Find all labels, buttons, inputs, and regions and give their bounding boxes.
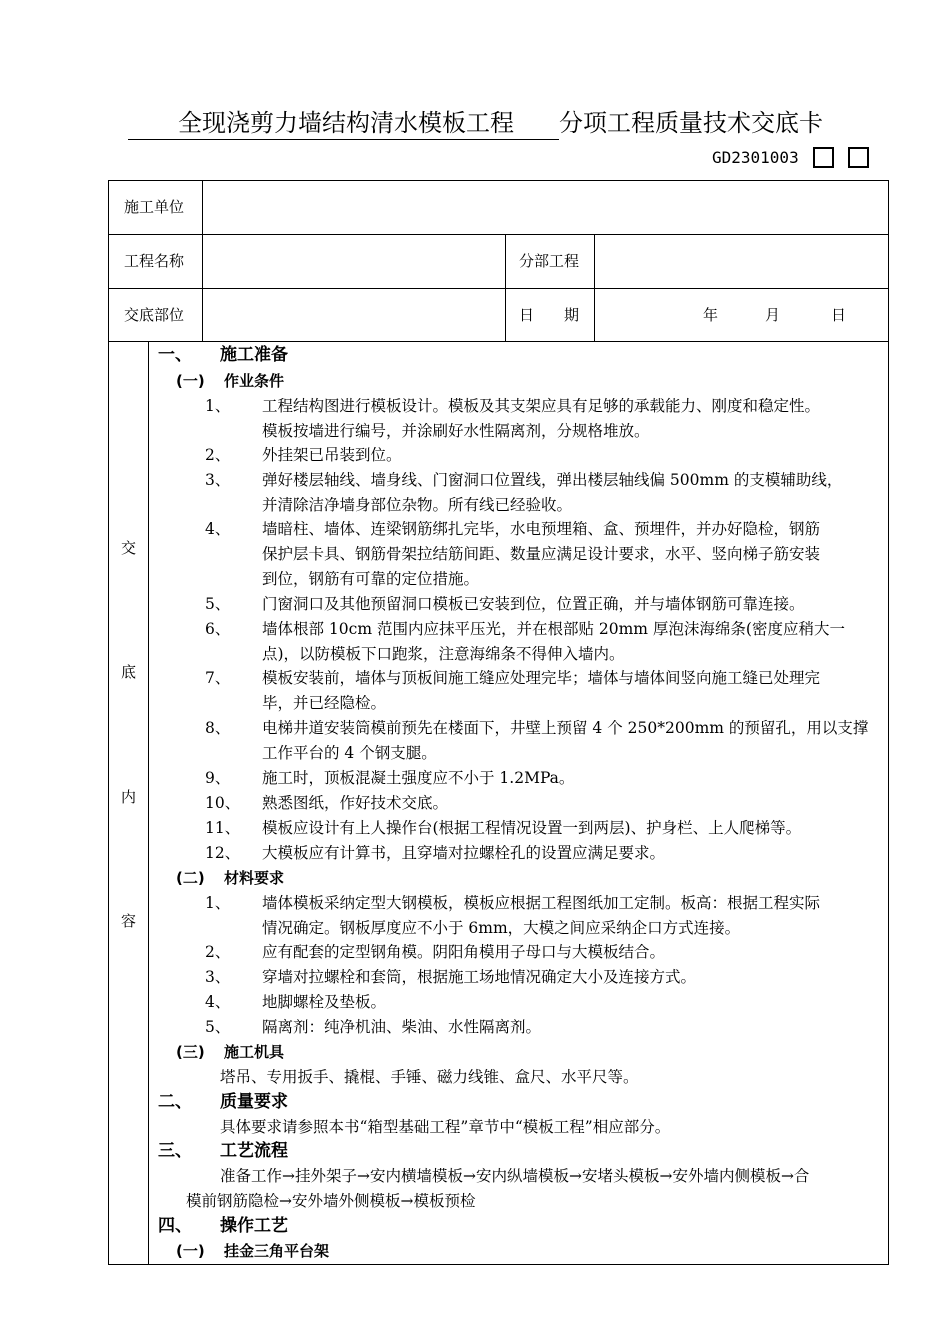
section-2-title: 质量要求 [220, 1092, 288, 1112]
section-4a-title: 挂金三角平台架 [224, 1242, 330, 1260]
section-3-num: 三、 [158, 1141, 192, 1161]
item-num: 11、 [205, 819, 241, 837]
title-underlined [128, 108, 559, 140]
item-text: 大模板应有计算书，且穿墙对拉螺栓孔的设置应满足要求。 [262, 844, 666, 862]
process-text-1: 准备工作→挂外架子→安内横墙模板→安内纵墙模板→安堵头模板→安外墙内侧模板→合 [220, 1167, 810, 1185]
item-num: 3、 [205, 968, 231, 986]
section-1b-num: (二) [176, 869, 205, 887]
section-1c-num: (三) [176, 1043, 205, 1061]
section-1b-title: 材料要求 [224, 869, 285, 887]
section-1-num: 一、 [158, 345, 192, 365]
section-4a-num: (一) [176, 1242, 205, 1260]
item-text: 情况确定。钢板厚度应不小于 6mm，大模之间应采纳企口方式连接。 [262, 919, 741, 937]
item-num: 2、 [205, 446, 231, 464]
item-text: 施工时，顶板混凝土强度应不小于 1.2MPa。 [262, 769, 575, 787]
item-num: 7、 [205, 669, 231, 687]
quality-text: 具体要求请参照本书“箱型基础工程”章节中“模板工程”相应部分。 [220, 1118, 671, 1136]
item-text: 电梯井道安装筒模前预先在楼面下，井壁上预留 4 个 250*200mm 的预留孔，用以支撑 [262, 719, 869, 737]
section-1c-title: 施工机具 [224, 1043, 285, 1061]
section-4-title: 操作工艺 [220, 1216, 288, 1236]
side-char-3: 内 [121, 788, 137, 806]
row-divider-2 [109, 288, 888, 289]
process-text-2: 模前钢筋隐检→安外墙外侧模板→模板预检 [186, 1192, 476, 1210]
item-text: 墙体根部 10cm 范围内应抹平压光，并在根部贴 20mm 厚泡沫海绵条(密度应稍大一 [262, 620, 845, 638]
item-text: 地脚螺栓及垫板。 [262, 993, 387, 1011]
row-divider-3 [109, 341, 888, 342]
item-text: 工作平台的 4 个钢支腿。 [262, 744, 437, 762]
title-part2: 分项工程质量技术交底卡 [559, 109, 823, 137]
col-divider-mid1 [505, 234, 506, 341]
item-text: 熟悉图纸，作好技术交底。 [262, 794, 449, 812]
item-text: 应有配套的定型钢角模。阴阳角模用子母口与大模板结合。 [262, 943, 666, 961]
section-4-num: 四、 [158, 1216, 192, 1236]
side-char-2: 底 [121, 663, 137, 681]
row-divider-1 [109, 234, 888, 235]
item-text: 点)，以防模板下口跑浆，注意海绵条不得伸入墙内。 [262, 645, 625, 663]
item-num: 1、 [205, 894, 231, 912]
label-date: 日 期 [519, 306, 580, 324]
col-divider-label [202, 181, 203, 341]
col-divider-side [148, 341, 149, 1264]
label-sub-project: 分部工程 [519, 252, 580, 270]
label-construction-unit: 施工单位 [124, 198, 185, 216]
side-char-4: 容 [121, 912, 137, 930]
item-num: 2、 [205, 943, 231, 961]
section-2-num: 二、 [158, 1092, 192, 1112]
item-num: 1、 [205, 397, 231, 415]
item-num: 4、 [205, 993, 231, 1011]
item-text: 墙暗柱、墙体、连梁钢筋绑扎完毕，水电预埋箱、盒、预埋件，并办好隐检，钢筋 [262, 520, 821, 538]
title-part1: 全现浇剪力墙结构清水模板工程 [178, 109, 514, 137]
item-text: 模板安装前，墙体与顶板间施工缝应处理完毕；墙体与墙体间竖向施工缝已处理完 [262, 669, 821, 687]
date-year: 年 [703, 306, 719, 324]
date-day: 日 [831, 306, 847, 324]
document-code: GD2301003 [712, 148, 799, 167]
item-text: 隔离剂：纯净机油、柴油、水性隔离剂。 [262, 1018, 542, 1036]
item-text: 毕，并已经隐检。 [262, 694, 387, 712]
item-num: 6、 [205, 620, 231, 638]
item-text: 并清除洁净墙身部位杂物。所有线已经验收。 [262, 496, 573, 514]
label-project-name: 工程名称 [124, 252, 185, 270]
item-text: 弹好楼层轴线、墙身线、门窗洞口位置线，弹出楼层轴线偏 500mm 的支模辅助线， [262, 471, 843, 489]
document-title [128, 108, 888, 140]
date-month: 月 [765, 306, 781, 324]
label-disclosure-part: 交底部位 [124, 306, 185, 324]
item-text: 穿墙对拉螺栓和套筒，根据施工场地情况确定大小及连接方式。 [262, 968, 697, 986]
item-num: 3、 [205, 471, 231, 489]
item-num: 8、 [205, 719, 231, 737]
item-text: 到位，钢筋有可靠的定位措施。 [262, 570, 480, 588]
item-num: 12、 [205, 844, 241, 862]
item-num: 4、 [205, 520, 231, 538]
item-text: 保护层卡具、钢筋骨架拉结筋间距、数量应满足设计要求，水平、竖向梯子筋安装 [262, 545, 821, 563]
item-num: 9、 [205, 769, 231, 787]
checkbox-2[interactable] [848, 147, 869, 168]
tools-text: 塔吊、专用扳手、撬棍、手锤、磁力线锥、盒尺、水平尺等。 [220, 1068, 639, 1086]
section-1a-num: (一) [176, 372, 205, 390]
item-num: 5、 [205, 1018, 231, 1036]
checkbox-1[interactable] [813, 147, 834, 168]
col-divider-mid2 [594, 234, 595, 341]
item-text: 模板按墙进行编号，并涂刷好水性隔离剂，分规格堆放。 [262, 422, 650, 440]
item-num: 5、 [205, 595, 231, 613]
item-text: 模板应设计有上人操作台(根据工程情况设置一到两层)、护身栏、上人爬梯等。 [262, 819, 802, 837]
item-num: 10、 [205, 794, 241, 812]
item-text: 门窗洞口及其他预留洞口模板已安装到位，位置正确，并与墙体钢筋可靠连接。 [262, 595, 805, 613]
section-1-title: 施工准备 [220, 345, 288, 365]
item-text: 墙体模板采纳定型大钢模板，模板应根据工程图纸加工定制。板高：根据工程实际 [262, 894, 821, 912]
item-text: 外挂架已吊装到位。 [262, 446, 402, 464]
side-char-1: 交 [121, 539, 137, 557]
section-1a-title: 作业条件 [224, 372, 285, 390]
section-3-title: 工艺流程 [220, 1141, 288, 1161]
item-text: 工程结构图进行模板设计。模板及其支架应具有足够的承载能力、刚度和稳定性。 [262, 397, 821, 415]
